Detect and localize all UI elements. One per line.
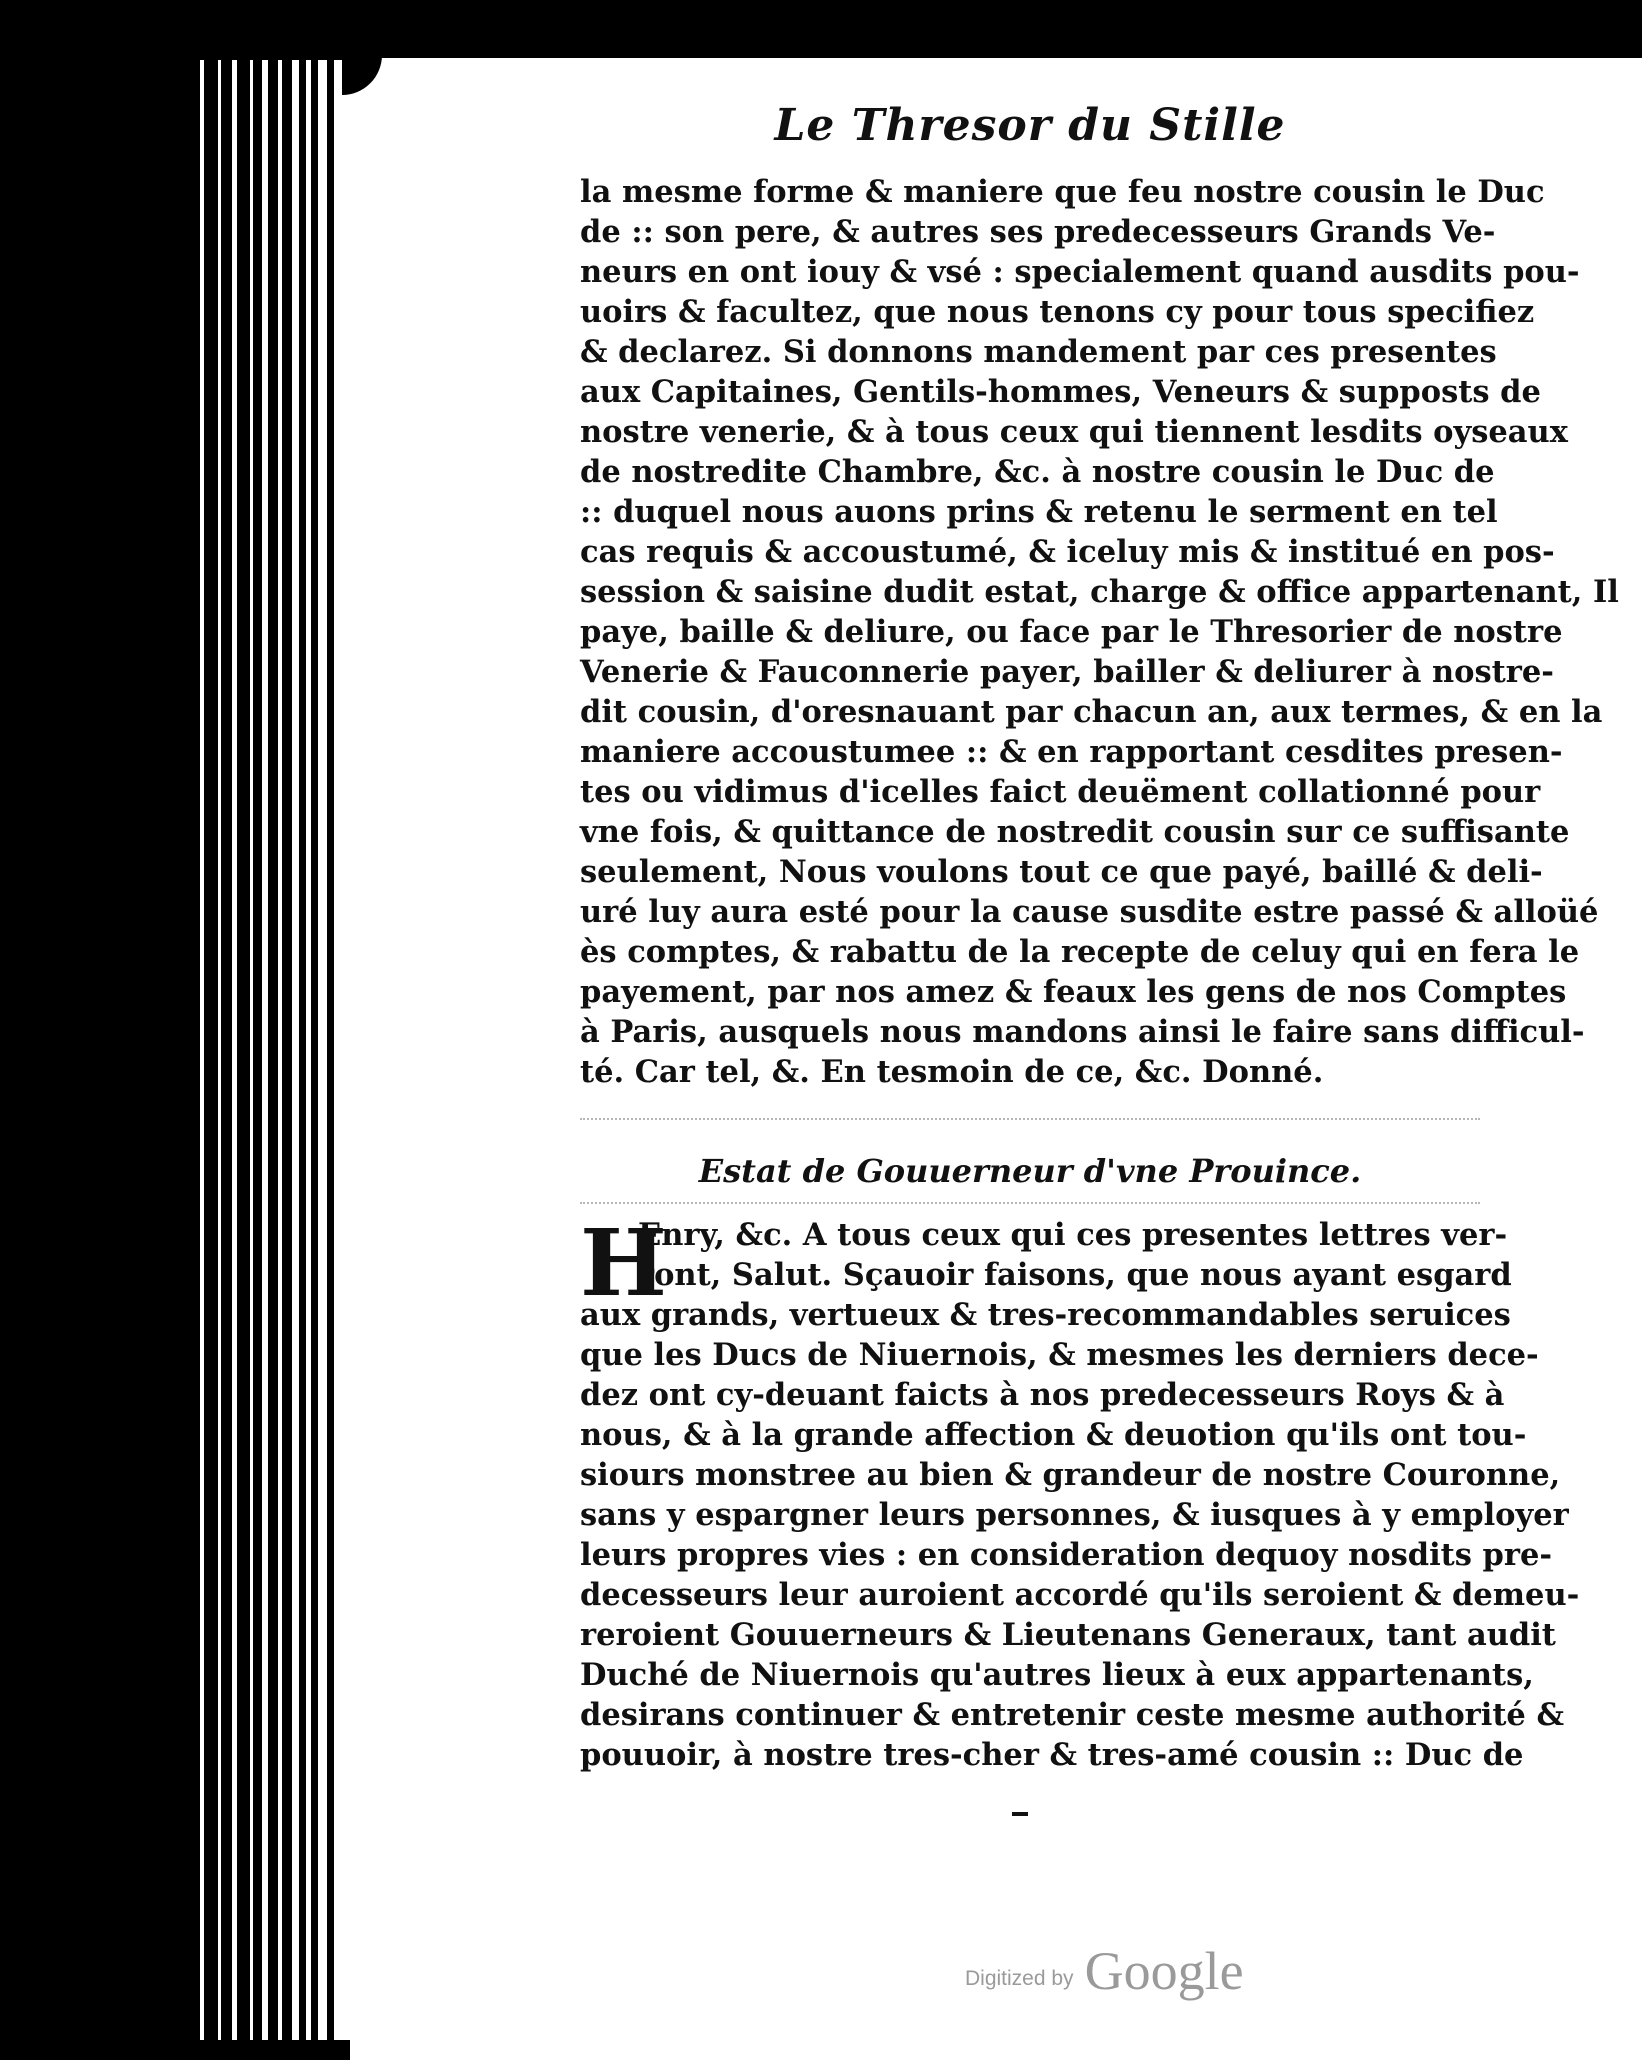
text-line: de nostredite Chambre, &c. à nostre cousin le Duc de bbox=[580, 454, 1495, 490]
text-line: reroient Gouuerneurs & Lieutenans Generaux, tant audit bbox=[580, 1617, 1556, 1653]
scan-border-left bbox=[0, 0, 350, 2060]
page-foot-mark bbox=[1012, 1812, 1028, 1816]
text-line: leurs propres vies : en consideration dequoy nosdits pre- bbox=[580, 1537, 1553, 1573]
text-line: maniere accoustumee :: & en rapportant cesdites presen- bbox=[580, 734, 1563, 770]
text-line: payement, par nos amez & feaux les gens de nos Comptes bbox=[580, 974, 1567, 1010]
text-line: nous, & à la grande affection & deuotion qu'ils ont tou- bbox=[580, 1417, 1527, 1453]
text-line: de :: son pere, & autres ses predecesseurs Grands Ve- bbox=[580, 214, 1496, 250]
text-line: ront, Salut. Sçauoir faisons, que nous ayant esgard bbox=[638, 1257, 1512, 1293]
text-line: neurs en ont iouy & vsé : specialement quand ausdits pou- bbox=[580, 254, 1580, 290]
text-line: uré luy aura esté pour la cause susdite estre passé & alloüé bbox=[580, 894, 1599, 930]
scan-noise bbox=[580, 1118, 1480, 1126]
text-line: nostre venerie, & à tous ceux qui tiennent lesdits oyseaux bbox=[580, 414, 1568, 450]
text-line: session & saisine dudit estat, charge & office appartenant, Il bbox=[580, 574, 1619, 610]
text-line: siours monstree au bien & grandeur de nostre Couronne, bbox=[580, 1457, 1561, 1493]
book-page bbox=[580, 100, 1619, 1800]
text-line: seulement, Nous voulons tout ce que payé, baillé & deli- bbox=[580, 854, 1543, 890]
text-line: aux Capitaines, Gentils-hommes, Veneurs & supposts de bbox=[580, 374, 1541, 410]
section-heading: Estat de Gouuerneur d'vne Prouince. bbox=[698, 1152, 1362, 1190]
text-line: paye, baille & deliure, ou face par le Thresorier de nostre bbox=[580, 614, 1563, 650]
page-corner-shadow bbox=[342, 55, 382, 95]
digitized-watermark bbox=[965, 1940, 1244, 2002]
text-line: & declarez. Si donnons mandement par ces presentes bbox=[580, 334, 1497, 370]
text-line: :: duquel nous auons prins & retenu le serment en tel bbox=[580, 494, 1498, 530]
text-line: à Paris, ausquels nous mandons ainsi le faire sans difficul- bbox=[580, 1014, 1585, 1050]
text-line: pouuoir, à nostre tres-cher & tres-amé cousin :: Duc de bbox=[580, 1737, 1524, 1773]
text-line: Duché de Niuernois qu'autres lieux à eux appartenants, bbox=[580, 1657, 1534, 1693]
text-line: uoirs & facultez, que nous tenons cy pour tous specifiez bbox=[580, 294, 1535, 330]
text-line: cas requis & accoustumé, & iceluy mis & institué en pos- bbox=[580, 534, 1555, 570]
drop-cap: H bbox=[580, 1209, 667, 1317]
scan-noise bbox=[580, 1202, 1480, 1210]
text-line: ès comptes, & rabattu de la recepte de celuy qui en fera le bbox=[580, 934, 1580, 970]
text-line: vne fois, & quittance de nostredit cousin sur ce suffisante bbox=[580, 814, 1570, 850]
text-line: té. Car tel, &. En tesmoin de ce, &c. Donné. bbox=[580, 1054, 1324, 1090]
text-line: que les Ducs de Niuernois, & mesmes les derniers dece- bbox=[580, 1337, 1539, 1373]
passage-2 bbox=[580, 1209, 1580, 1775]
text-line: la mesme forme & maniere que feu nostre cousin le Duc bbox=[580, 174, 1545, 210]
text-line: aux grands, vertueux & tres-recommandables seruices bbox=[580, 1297, 1511, 1333]
passage-1 bbox=[580, 172, 1619, 1092]
google-logo: Google bbox=[1084, 1941, 1244, 2001]
text-line: sans y espargner leurs personnes, & iusques à y employer bbox=[580, 1497, 1569, 1533]
running-head: Le Thresor du Stille bbox=[774, 100, 1286, 151]
text-line: dez ont cy-deuant faicts à nos predecesseurs Roys & à bbox=[580, 1377, 1505, 1413]
text-line: tes ou vidimus d'icelles faict deuëment collationné pour bbox=[580, 774, 1541, 810]
text-line: Enry, &c. A tous ceux qui ces presentes lettres ver- bbox=[638, 1217, 1508, 1253]
text-line: dit cousin, d'oresnauant par chacun an, aux termes, & en la bbox=[580, 694, 1603, 730]
text-line: desirans continuer & entretenir ceste mesme authorité & bbox=[580, 1697, 1564, 1733]
text-line: decesseurs leur auroient accordé qu'ils seroient & demeu- bbox=[580, 1577, 1580, 1613]
text-line: Venerie & Fauconnerie payer, bailler & deliurer à nostre- bbox=[580, 654, 1554, 690]
watermark-prefix: Digitized by bbox=[965, 1967, 1074, 1990]
